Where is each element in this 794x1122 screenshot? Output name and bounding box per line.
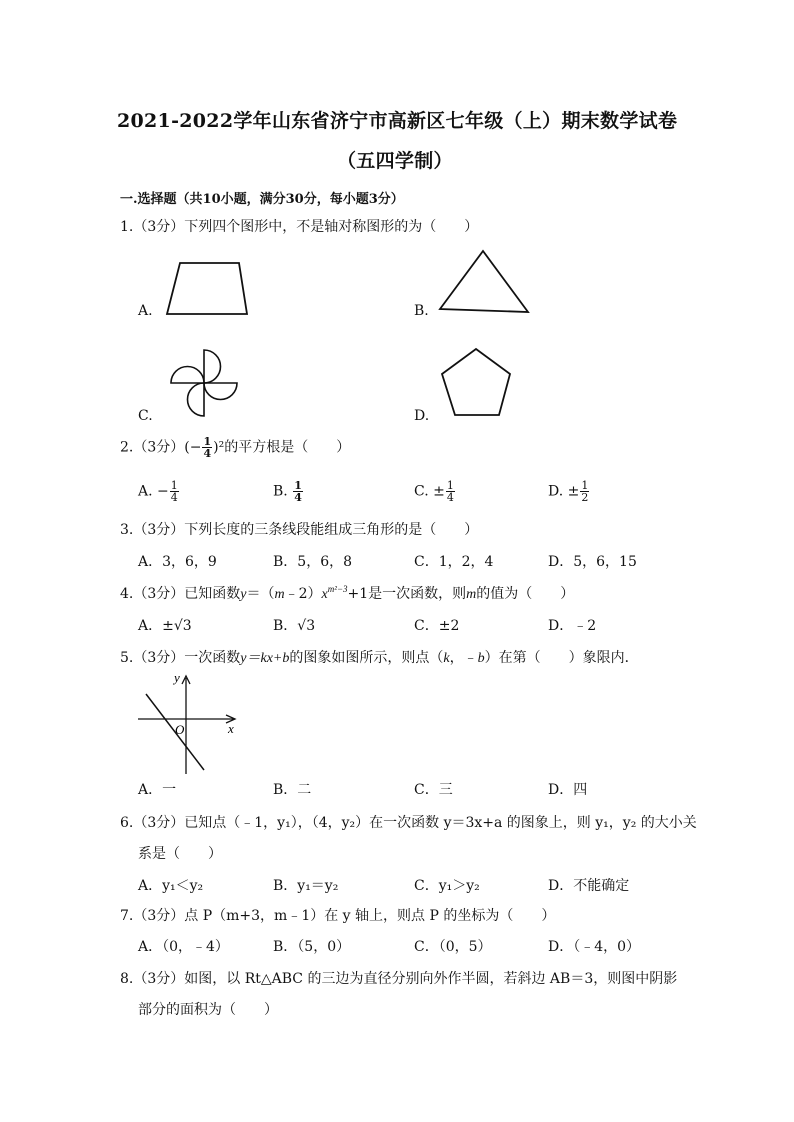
question-5: [120, 647, 639, 667]
exponent: m²−3: [327, 584, 348, 595]
option-b: B．（5，0）: [273, 939, 351, 955]
option-b: [273, 480, 304, 503]
option-d: D．四: [548, 782, 588, 798]
fraction-denominator: 4: [170, 491, 178, 504]
fraction: [446, 480, 455, 503]
option-label: A.: [138, 483, 153, 500]
option-c: C．1，2，4: [414, 554, 494, 570]
option-a: [138, 480, 180, 503]
question-text: 已知函数: [184, 586, 241, 602]
option-a-label: A.: [138, 303, 153, 319]
option-c: [414, 480, 456, 503]
fraction-denominator: 4: [294, 491, 302, 504]
fraction-numerator: 1: [170, 479, 178, 492]
question-text: 点 P（m+3，m﹣1）在 y 轴上，则点 P 的坐标为（ ）: [184, 908, 556, 924]
fraction-denominator: 4: [203, 447, 212, 460]
option-c: C．三: [414, 782, 453, 798]
var-y: y: [240, 587, 247, 602]
option-a: A．（0，﹣4）: [138, 939, 229, 955]
question-text: )²的平方根是（ ）: [213, 439, 351, 456]
trapezoid-figure: [160, 254, 260, 319]
option-d: D．5，6，15: [548, 554, 637, 570]
question-2: [120, 436, 350, 459]
origin-label: O: [175, 722, 185, 737]
pinwheel-figure: [160, 338, 250, 428]
option-a: A．±√3: [138, 618, 192, 634]
option-label: B.: [273, 483, 288, 500]
option-a: A．3，6，9: [138, 554, 217, 570]
fraction-denominator: 4: [446, 491, 454, 504]
fraction: [202, 436, 212, 459]
question-number: 3.（3分）: [120, 522, 185, 538]
axis-x-label: x: [228, 721, 234, 736]
question-text: ＝（: [246, 586, 275, 602]
page-title: 2021-2022学年山东省济宁市高新区七年级（上）期末数学试卷: [117, 110, 678, 132]
var-k: k: [443, 651, 450, 666]
question-text: ，﹣: [449, 650, 478, 666]
var-x: x: [321, 587, 328, 602]
expr-open: (−: [184, 439, 202, 456]
option-a: A．一: [138, 782, 177, 798]
linear-function-graph: [138, 672, 248, 777]
option-b: B．√3: [273, 618, 316, 634]
question-text: 如图，以 Rt△ABC 的三边为直径分别向外作半圆，若斜边 AB＝3，则图中阴影: [184, 971, 678, 987]
var-b: b: [477, 651, 485, 666]
question-number: 7.（3分）: [120, 908, 185, 924]
fraction: [580, 480, 589, 503]
question-6: [120, 812, 697, 832]
question-number: 5.（3分）: [120, 650, 185, 666]
option-c: C．±2: [414, 618, 460, 634]
question-8: [120, 968, 677, 988]
question-text: ﹣2）: [284, 586, 322, 602]
question-4: [120, 583, 574, 603]
question-1: [120, 216, 478, 236]
option-c-label: C.: [138, 408, 153, 424]
question-number: 2.（3分）: [120, 439, 185, 456]
option-d: D．（﹣4，0）: [548, 939, 641, 955]
option-d: D．不能确定: [548, 878, 630, 894]
question-3: [120, 519, 478, 539]
fraction-numerator: 1: [203, 435, 212, 448]
triangle-figure: [432, 247, 542, 322]
option-c: C．y₁＞y₂: [414, 878, 480, 894]
question-8-continued: 部分的面积为（ ）: [138, 1002, 278, 1018]
fraction-denominator: 2: [581, 491, 589, 504]
question-number: 1.（3分）: [120, 219, 185, 235]
option-d-label: D.: [414, 408, 430, 424]
question-text: 下列四个图形中，不是轴对称图形的为（ ）: [184, 219, 479, 235]
equation: y＝kx+b: [240, 651, 290, 666]
question-7: [120, 905, 555, 925]
fraction-numerator: 1: [294, 479, 302, 492]
option-sign: −: [157, 483, 169, 500]
option-d: [548, 480, 590, 503]
option-a: A．y₁＜y₂: [138, 878, 204, 894]
option-sign: ±: [567, 483, 580, 500]
question-text: +1是一次函数，则: [347, 586, 467, 602]
option-label: C.: [414, 483, 429, 500]
page-subtitle: （五四学制）: [337, 150, 453, 172]
question-number: 4.（3分）: [120, 586, 185, 602]
question-text: 的图象如图所示，则点（: [289, 650, 444, 666]
option-label: D.: [548, 483, 564, 500]
fraction: [293, 480, 303, 503]
var-m: m: [274, 587, 285, 602]
var-m: m: [466, 587, 477, 602]
question-text: 下列长度的三条线段能组成三角形的是（ ）: [184, 522, 479, 538]
question-text: ）在第（ ）象限内．: [484, 650, 639, 666]
option-c: C．（0，5）: [414, 939, 492, 955]
option-sign: ±: [433, 483, 445, 500]
question-number: 8.（3分）: [120, 971, 185, 987]
question-6-continued: 系是（ ）: [138, 846, 222, 862]
pentagon-figure: [437, 344, 517, 424]
option-b: B．5，6，8: [273, 554, 353, 570]
option-b-label: B.: [414, 303, 429, 319]
question-text: 已知点（﹣1，y₁），（4，y₂）在一次函数 y＝3x+a 的图象上，则 y₁，y₂ 的大小关: [184, 815, 697, 831]
question-number: 6.（3分）: [120, 815, 185, 831]
option-d: D．﹣2: [548, 618, 597, 634]
fraction-numerator: 1: [581, 479, 589, 492]
question-text: 的值为（ ）: [476, 586, 575, 602]
fraction: [170, 480, 179, 503]
axis-y-label: y: [174, 670, 180, 685]
question-text: 一次函数: [184, 650, 241, 666]
section-heading: 一.选择题（共10小题，满分30分，每小题3分）: [120, 192, 404, 207]
option-b: B．y₁＝y₂: [273, 878, 339, 894]
fraction-numerator: 1: [446, 479, 454, 492]
option-b: B．二: [273, 782, 312, 798]
